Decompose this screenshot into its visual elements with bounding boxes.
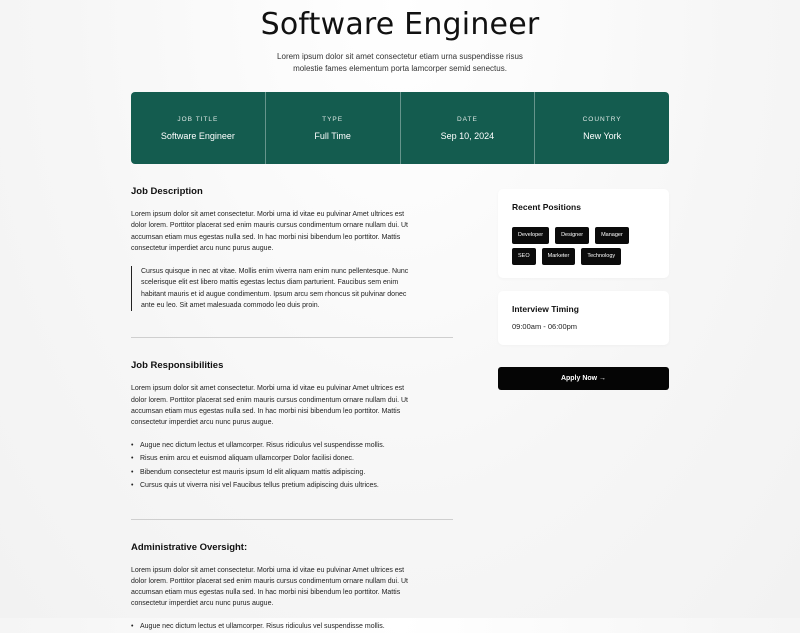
tag-marketer[interactable]: Marketer	[542, 248, 576, 265]
interview-timing-card	[498, 291, 669, 345]
info-label: DATE	[456, 115, 478, 123]
card-heading: Recent Positions	[512, 202, 581, 212]
list-item: • Bibendum consectetur est mauris ipsum Id elit aliquam mattis adipiscing.	[131, 466, 453, 480]
tag-manager[interactable]: Manager	[595, 227, 629, 244]
page-title: Software Engineer	[260, 7, 540, 42]
list-item: • Cursus quis ut viverra nisi vel Faucibus tellus pretium adipiscing duis ultrices.	[131, 479, 453, 493]
info-value: New York	[583, 130, 622, 141]
section-divider	[131, 519, 453, 520]
sidebar	[498, 189, 669, 390]
bullet-list	[131, 439, 453, 493]
apply-now-button[interactable]: Apply Now →	[498, 367, 669, 390]
list-item: • Augue nec dictum lectus et ullamcorper. Risus ridiculus vel suspendisse mollis.	[131, 620, 453, 633]
info-type	[266, 92, 401, 164]
tag-developer[interactable]: Developer	[512, 227, 549, 244]
job-details	[131, 186, 453, 633]
interview-timing-value: 09:00am - 06:00pm	[512, 322, 578, 331]
section-body: Lorem ipsum dolor sit amet consectetur. Morbi urna id vitae eu pulvinar Amet ultrices est dolor lorem. Porttitor placerat sed enim mauris cursus condimentum ornare nullam dui. Ut accumsan etiam mus egestas nulla sed. In hac morbi nisi bibendum leo porttitor. Mattis consectetur imperdiet arcu nunc purus augue.	[131, 566, 409, 608]
info-value: Sep 10, 2024	[440, 130, 495, 141]
card-heading: Interview Timing	[512, 304, 579, 314]
tag-technology[interactable]: Technology	[581, 248, 621, 265]
job-info-bar	[131, 92, 669, 164]
info-label: TYPE	[322, 115, 344, 123]
info-date	[401, 92, 536, 164]
section-body: Lorem ipsum dolor sit amet consectetur. Morbi urna id vitae eu pulvinar Amet ultrices est dolor lorem. Porttitor placerat sed enim mauris cursus condimentum ornare nullam dui. Ut accumsan etiam mus egestas nulla sed. In hac morbi nisi bibendum leo porttitor. Mattis consectetur imperdiet arcu nunc purus augue.	[131, 211, 409, 252]
info-country	[535, 92, 669, 164]
bullet-list	[131, 620, 453, 633]
job-responsibilities-section	[131, 360, 453, 492]
page-hero	[0, 0, 800, 74]
info-job-title	[131, 92, 266, 164]
section-divider	[131, 337, 453, 338]
job-description-section	[131, 186, 453, 311]
info-label: JOB TITLE	[177, 115, 219, 123]
info-value: Software Engineer	[160, 130, 235, 141]
info-value: Full Time	[314, 130, 351, 141]
tag-seo[interactable]: SEO	[512, 248, 536, 265]
blockquote: Cursus quisque in nec at vitae. Mollis enim viverra nam enim nunc pellentesque. Nunc scelerisque elit est libero mattis egestas lectus diam parturient. Faucibus sem enim habitant mauris et id augue condimentum. Ipsum arcu sem rhoncus sit pulvinar donec ante eu leo. Sit amet malesuada commodo leo duis proin.	[131, 266, 413, 311]
page-subtitle: Lorem ipsum dolor sit amet consectetur etiam urna suspendisse risus molestie fames elementum porta lamcorper semid senectus.	[277, 52, 523, 73]
list-item: • Risus enim arcu et euismod aliquam ullamcorper Dolor facilisi donec.	[131, 452, 453, 466]
section-heading: Administrative Oversight:	[131, 541, 248, 553]
tag-designer[interactable]: Designer	[555, 227, 589, 244]
recent-positions-card	[498, 189, 669, 278]
section-body: Lorem ipsum dolor sit amet consectetur. Morbi urna id vitae eu pulvinar Amet ultrices est dolor lorem. Porttitor placerat sed enim mauris cursus condimentum ornare nullam dui. Ut accumsan etiam mus egestas nulla sed. In hac morbi nisi bibendum leo porttitor. Mattis consectetur imperdiet arcu nunc purus augue.	[131, 385, 409, 427]
info-label: COUNTRY	[582, 115, 622, 123]
list-item: • Augue nec dictum lectus et ullamcorper. Risus ridiculus vel suspendisse mollis.	[131, 439, 453, 453]
section-heading: Job Responsibilities	[131, 360, 224, 372]
section-heading: Job Description	[131, 186, 203, 197]
tag-list	[512, 227, 655, 265]
administrative-oversight-section	[131, 542, 453, 633]
